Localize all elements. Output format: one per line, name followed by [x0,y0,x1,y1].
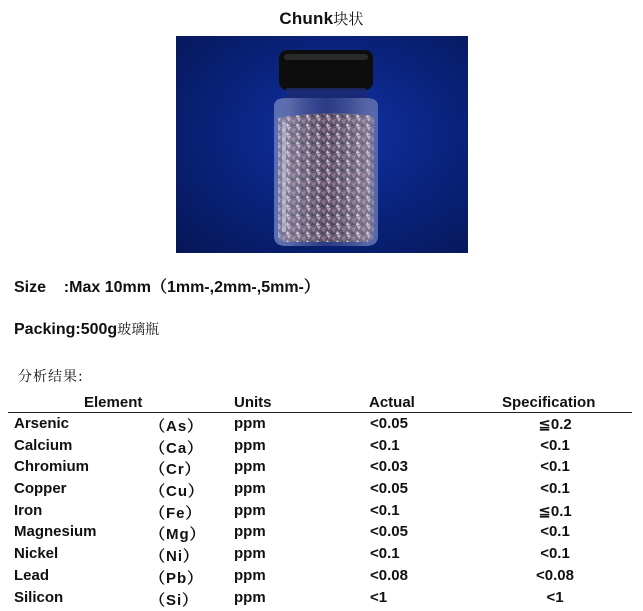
cell-units: ppm [234,415,266,432]
header-element: Element [84,394,143,411]
cell-units: ppm [234,501,266,519]
page-title [0,8,643,29]
table-row [0,457,643,479]
glass-jar-photo-icon [176,36,468,253]
table-row [0,501,643,523]
cell-actual: <0.1 [370,436,400,454]
cell-element: Silicon [14,588,64,606]
results-table-body [0,414,643,609]
cell-element: Calcium [14,436,73,454]
table-header [8,394,632,413]
cell-element: Magnesium [14,523,97,541]
cell-spec: <0.1 [540,480,570,498]
cell-spec: <1 [546,588,564,606]
cell-units: ppm [234,480,266,498]
cell-spec: <0.1 [540,436,570,454]
cell-units: ppm [234,588,266,606]
cell-element: Iron [14,501,43,519]
cell-symbol: （Pb） [150,569,204,587]
cell-symbol: （Mg） [150,526,206,544]
cell-symbol: （As） [150,418,204,435]
packing-label: Packing: [14,321,81,338]
cell-spec: ≦0.2 [538,416,572,433]
cell-units: ppm [234,566,266,584]
table-row [0,522,643,544]
table-row [0,414,643,436]
cell-element: Arsenic [14,415,70,432]
packing-value: 500g [80,321,118,338]
jar-illustration [176,36,468,253]
table-row [0,479,643,501]
table-row [0,436,643,458]
header-specification: Specification [502,394,596,411]
packing-line [14,319,159,339]
cell-symbol: （Cr） [150,461,201,479]
cell-symbol: （Ca） [150,439,204,457]
cell-element: Nickel [14,545,59,563]
table-row [0,544,643,566]
size-line [14,274,320,297]
cell-units: ppm [234,458,266,476]
cell-actual: <0.05 [370,415,408,432]
cell-actual: <0.08 [370,566,408,584]
cell-symbol: （Fe） [150,504,202,522]
cell-symbol: （Cu） [150,483,204,501]
cell-element: Lead [14,566,50,584]
cell-units: ppm [234,545,266,563]
cell-element: Chromium [14,458,89,476]
header-actual: Actual [369,394,415,411]
title-latin: Chunk [279,9,334,28]
cell-actual: <0.05 [370,480,408,498]
cell-actual: <1 [370,588,388,606]
cell-element: Copper [14,480,67,498]
cell-symbol: （Si） [150,591,199,609]
cell-spec: <0.1 [540,458,570,476]
size-value: :Max 10mm（1mm-,2mm-,5mm-） [63,279,320,296]
cell-actual: <0.05 [370,523,408,541]
cell-units: ppm [234,436,266,454]
cell-symbol: （Ni） [150,548,200,566]
header-units: Units [234,394,272,411]
analysis-title: 分析结果: [18,369,84,385]
cell-spec: ≦0.1 [538,502,572,520]
cell-spec: <0.1 [540,523,570,541]
title-cjk: 块状 [333,10,364,28]
table-row [0,566,643,588]
packing-cjk: 玻璃瓶 [117,322,160,338]
cell-actual: <0.1 [370,545,400,563]
cell-units: ppm [234,523,266,541]
cell-spec: <0.1 [540,545,570,563]
table-row [0,588,643,610]
size-label: Size [14,279,47,296]
cell-actual: <0.03 [370,458,408,476]
cell-actual: <0.1 [370,501,400,519]
cell-spec: <0.08 [536,566,574,584]
